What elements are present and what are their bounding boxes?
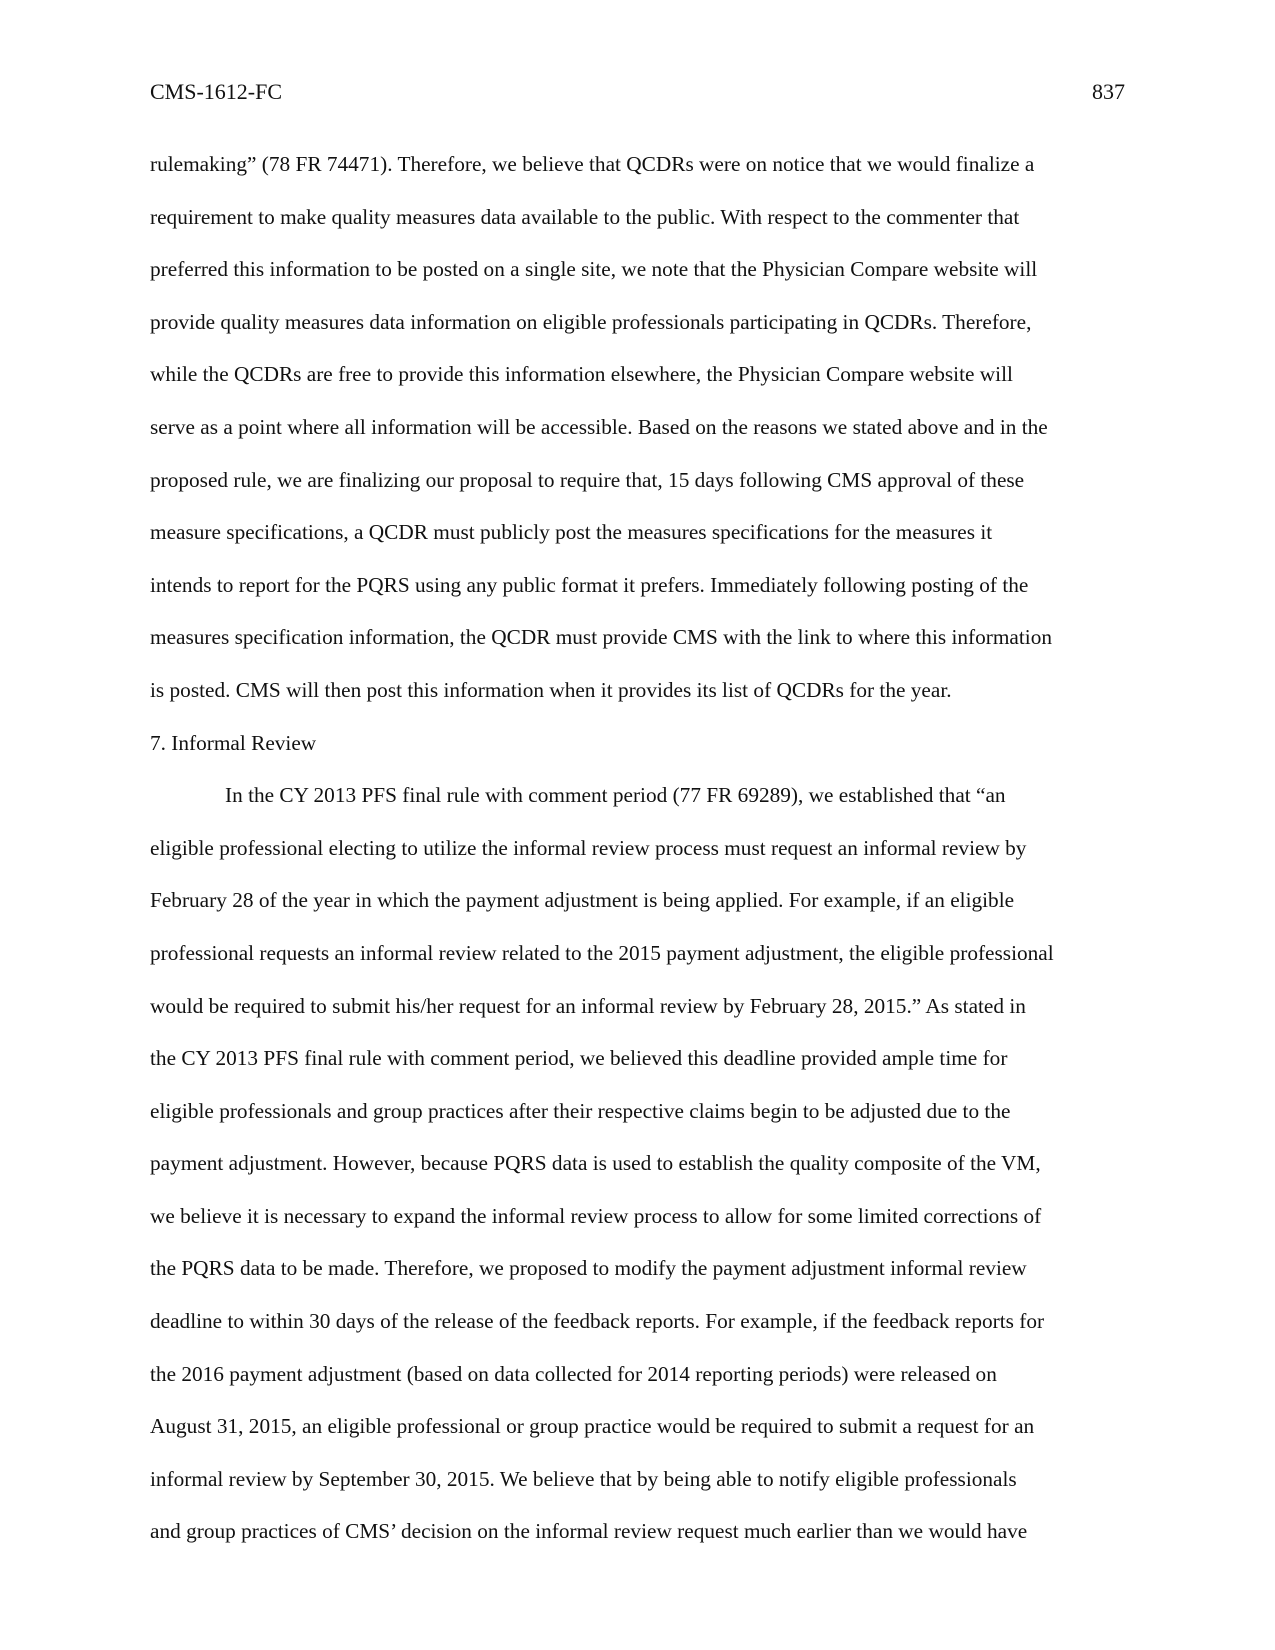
page-number: 837 <box>1092 79 1125 104</box>
text-line: rulemaking” (78 FR 74471). Therefore, we believe that QCDRs were on notice that we would finalize a <box>150 152 1035 176</box>
text-line: August 31, 2015, an eligible professional or group practice would be required to submit a request for an <box>150 1414 1035 1439</box>
text-line: is posted. CMS will then post this information when it provides its list of QCDRs for the year. <box>150 677 952 702</box>
text-line: and group practices of CMS’ decision on the informal review request much earlier than we would have <box>150 1519 1028 1544</box>
document-body <box>150 138 1130 1558</box>
text-line: payment adjustment. However, because PQRS data is used to establish the quality composite of the VM, <box>150 1151 1041 1176</box>
text-line: the 2016 payment adjustment (based on data collected for 2014 reporting periods) were released on <box>150 1361 997 1386</box>
text-line: professional requests an informal review related to the 2015 payment adjustment, the eligible professional <box>150 940 1054 965</box>
paragraph-continuation <box>150 138 1130 717</box>
text-line: we believe it is necessary to expand the informal review process to allow for some limited corrections of <box>150 1203 1042 1228</box>
text-line: informal review by September 30, 2015. We believe that by being able to notify eligible professionals <box>150 1466 1017 1491</box>
text-line: requirement to make quality measures data available to the public. With respect to the commenter that <box>150 204 1020 229</box>
text-line: while the QCDRs are free to provide this information elsewhere, the Physician Compare website will <box>150 362 1013 387</box>
text-line: provide quality measures data information on eligible professionals participating in QCDRs. Therefore, <box>150 309 1032 334</box>
text-line: the PQRS data to be made. Therefore, we proposed to modify the payment adjustment informal review <box>150 1256 1027 1281</box>
text-line: In the CY 2013 PFS final rule with comment period (77 FR 69289), we established that “an <box>225 783 1006 808</box>
text-line: February 28 of the year in which the payment adjustment is being applied. For example, if an eligible <box>150 888 1015 913</box>
text-line: preferred this information to be posted on a single site, we note that the Physician Compare website will <box>150 257 1038 282</box>
text-line: intends to report for the PQRS using any public format it prefers. Immediately following posting of the <box>150 572 1029 597</box>
text-line: proposed rule, we are finalizing our proposal to require that, 15 days following CMS approval of these <box>150 467 1025 492</box>
text-line: eligible professionals and group practices after their respective claims begin to be adjusted due to the <box>150 1098 1011 1123</box>
page-header <box>150 72 1125 112</box>
text-line: serve as a point where all information will be accessible. Based on the reasons we stated above and in the <box>150 414 1048 439</box>
document-id: CMS-1612-FC <box>150 79 283 104</box>
text-line: eligible professional electing to utilize the informal review process must request an informal review by <box>150 835 1027 860</box>
text-line: deadline to within 30 days of the release of the feedback reports. For example, if the feedback reports for <box>150 1309 1045 1334</box>
section-heading: 7. Informal Review <box>150 730 317 755</box>
text-line: the CY 2013 PFS final rule with comment period, we believed this deadline provided ample time for <box>150 1046 1008 1071</box>
text-line: would be required to submit his/her request for an informal review by February 28, 2015.” As stated in <box>150 993 1026 1018</box>
text-line: measure specifications, a QCDR must publicly post the measures specifications for the measures it <box>150 520 993 545</box>
paragraph-informal-review <box>150 769 1130 1558</box>
text-line: measures specification information, the QCDR must provide CMS with the link to where this information <box>150 625 1053 650</box>
